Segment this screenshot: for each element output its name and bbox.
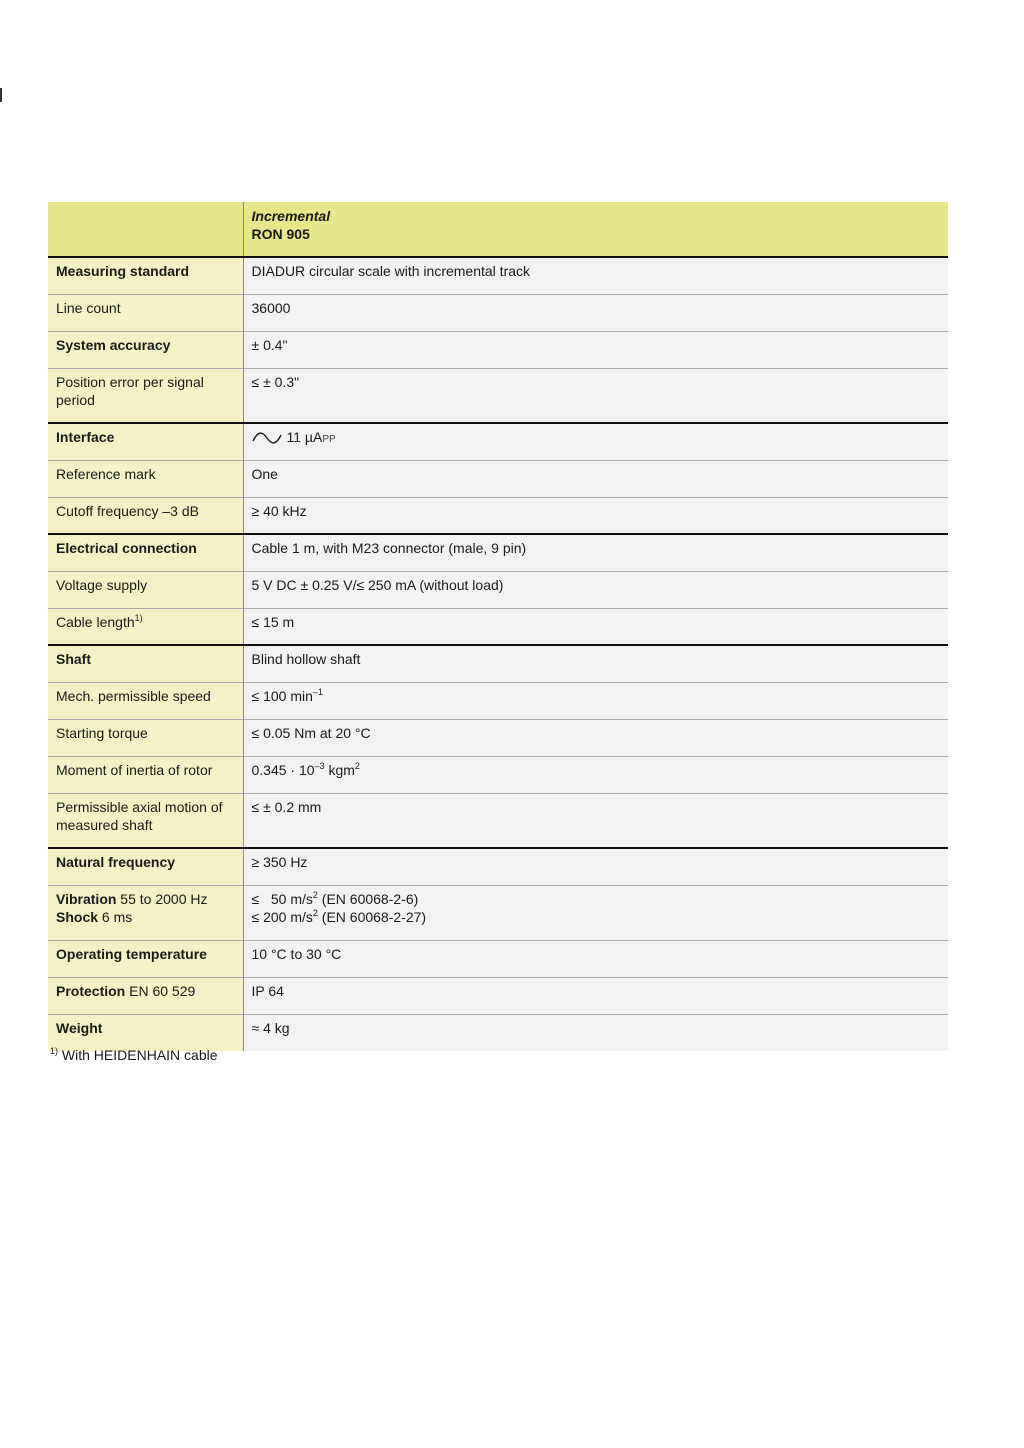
row-value: (EN 60068-2-6) [317, 890, 419, 907]
row-value-superscript: 2 [312, 907, 318, 918]
row-label: period [56, 391, 95, 408]
header-label-cell [48, 202, 243, 257]
row-value-subscript: PP [322, 434, 336, 445]
table-row [48, 423, 948, 460]
row-value: (EN 60068-2-27) [317, 908, 427, 925]
table-row [48, 719, 948, 756]
row-value: 0.345 · 10 [251, 761, 315, 778]
row-label: System accuracy [56, 336, 171, 353]
row-value: 10 °C to 30 °C [251, 945, 342, 962]
footnote-ref: 1) [134, 612, 143, 623]
row-value-superscript: 2 [354, 760, 360, 771]
row-value: ≤ 50 m/s [251, 890, 313, 907]
table-row [48, 331, 948, 368]
row-label: 6 ms [98, 908, 133, 925]
row-value: ≤ 15 m [251, 613, 295, 630]
row-value: One [251, 465, 278, 482]
row-label: Measuring standard [56, 263, 190, 279]
table-row [48, 682, 948, 719]
row-label: Moment of inertia of rotor [56, 761, 213, 778]
table-row [48, 756, 948, 793]
row-value: 11 µA [286, 429, 323, 445]
table-header-row [48, 202, 948, 257]
row-value: Cable 1 m, with M23 connector (male, 9 pin) [251, 540, 527, 556]
row-label: Electrical connection [56, 540, 197, 556]
row-label: Weight [56, 1019, 103, 1036]
row-label: Starting torque [56, 724, 148, 741]
row-value: ≤ 100 min [251, 687, 313, 704]
row-label: Natural frequency [56, 854, 176, 870]
row-value: IP 64 [251, 982, 284, 999]
table-row [48, 848, 948, 885]
row-label: Mech. permissible speed [56, 687, 211, 704]
row-value: Blind hollow shaft [251, 651, 361, 667]
row-value: ≤ 200 m/s [251, 908, 313, 925]
row-label: Voltage supply [56, 576, 148, 593]
table-row [48, 460, 948, 497]
row-label: Interface [56, 429, 115, 445]
row-value: ≥ 350 Hz [251, 854, 308, 870]
row-label: Cable length [56, 613, 135, 630]
row-value: ≥ 40 kHz [251, 502, 307, 519]
product-type: Incremental [251, 208, 331, 224]
table-row [48, 571, 948, 608]
header-value-cell [243, 202, 948, 257]
row-value: ≤ ± 0.2 mm [251, 798, 322, 815]
row-value: ≈ 4 kg [251, 1019, 290, 1036]
sine-wave-icon [252, 432, 282, 444]
row-value: DIADUR circular scale with incremental track [251, 263, 531, 279]
table-row [48, 608, 948, 645]
row-label: Protection [56, 982, 126, 999]
row-label: Vibration [56, 890, 117, 907]
row-value-superscript: –1 [312, 686, 323, 697]
table-row [48, 885, 948, 940]
row-label: Reference mark [56, 465, 156, 482]
table-row [48, 497, 948, 534]
row-value: 36000 [251, 299, 291, 316]
page-edge-mark [0, 88, 2, 102]
row-value: ≤ ± 0.3" [251, 373, 300, 390]
footnote-marker: 1) [50, 1046, 59, 1056]
table-row [48, 257, 948, 294]
row-value: ± 0.4" [251, 336, 288, 353]
row-label: Position error per signal [56, 373, 204, 390]
row-label: measured shaft [56, 816, 153, 833]
row-value-superscript: 2 [312, 889, 318, 900]
footnote [50, 1046, 218, 1064]
table-row [48, 793, 948, 848]
table-row [48, 940, 948, 977]
specifications-table [48, 202, 948, 1051]
row-value: kgm [324, 761, 355, 778]
row-label: Permissible axial motion of [56, 798, 223, 815]
row-label: Operating temperature [56, 945, 207, 962]
row-value: 5 V DC ± 0.25 V/≤ 250 mA (without load) [251, 576, 504, 593]
table-row [48, 294, 948, 331]
row-value: ≤ 0.05 Nm at 20 °C [251, 724, 371, 741]
table-row [48, 645, 948, 682]
row-label: Shock [56, 908, 99, 925]
row-label: 55 to 2000 Hz [116, 890, 208, 907]
footnote-text: With HEIDENHAIN cable [58, 1047, 218, 1063]
table-row [48, 534, 948, 571]
product-name: RON 905 [251, 226, 310, 242]
row-label: Line count [56, 299, 121, 316]
row-label: EN 60 529 [125, 982, 196, 999]
row-label: Cutoff frequency –3 dB [56, 502, 199, 519]
row-value-superscript: –3 [314, 760, 325, 771]
row-label: Shaft [56, 651, 91, 667]
table-row [48, 977, 948, 1014]
table-row [48, 368, 948, 423]
